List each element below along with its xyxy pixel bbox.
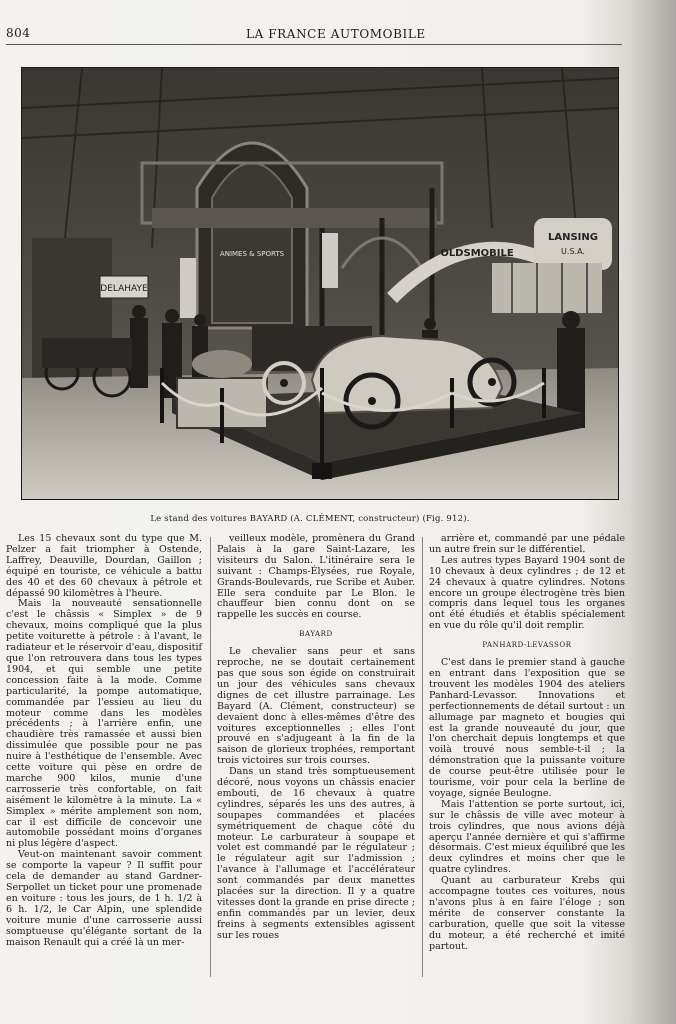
paragraph: Les 15 chevaux sont du type que M. Pelzer a fait triompher à Ostende, Laffrey, Deauville, Dourdan, Gaillon ; équipé en touriste, ce véhicule a battu des 40 et des 60 chevaux à pétrole et dépassé 90 kilomètres à l'heure. [6, 533, 202, 599]
header-rule [6, 44, 622, 45]
paragraph: Le chevalier sans peur et sans reproche, ne se doutait certainement pas que sous son égide on construirait un jour des véhicules sans chevaux dignes de cet illustre parrainage. Les Bayard (A. Clément, constructeur) se devaient donc à elles-mêmes d'être des voitures exceptionnelles ; elles l'ont prouvé en s'adjugeant à la fin de la saison de glorieux trophées, remportant trois victoires sur trois courses. [217, 646, 415, 767]
text-column-3 [429, 534, 625, 953]
paragraph: Veut-on maintenant savoir comment se comporte la vapeur ? Il suffit pour cela de demander au stand Gardner-Serpollet un ticket pour une promenade en voiture : tous les jours, de 1 h. 1/2 à 6 h. 1/2, le Car Alpin, une splendide voiture munie d'une carrosserie aussi somptueuse qu'élégante sortant de la maison Renault qui a créé là un mer- [6, 849, 202, 948]
figure-caption: Le stand des voitures BAYARD (A. CLÉMENT, constructeur) (Fig. 912). [150, 514, 470, 524]
text-column-1 [6, 534, 202, 948]
paragraph: veilleux modèle, promènera du Grand Palais à la gare Saint-Lazare, les visiteurs du Salon. L'itinéraire sera le suivant : Champs-Élysées, rue Royale, Grands-Boulevards, rue Scribe et Auber. Elle sera conduite par Le Blon. le chauffeur bien connu dont on se rappelle les succès en course. [217, 533, 415, 621]
column-rule [210, 537, 211, 977]
column-rule [422, 537, 423, 977]
lansing-sign: LANSING [548, 232, 598, 243]
paragraph: Les autres types Bayard 1904 sont de 10 chevaux à deux cylindres ; de 12 et 24 chevaux à quatre cylindres. Notons encore un groupe électrogène très bien compris dans lequel tous les organes ont été étudiés et établis spécialement en vue du rôle qu'il doit remplir. [429, 554, 625, 632]
oldsmobile-sign: OLDSMOBILE [440, 248, 514, 259]
usa-sign: U.S.A. [561, 247, 585, 256]
paragraph: arrière et, commandé par une pédale un autre frein sur le différentiel. [429, 533, 625, 555]
paragraph: Mais l'attention se porte surtout, ici, sur le châssis de ville avec moteur à trois cylindres, que nous avions déjà aperçu l'année dernière et qui s'affirme désormais. C'est mieux équilibré que les deux cylindres et moins cher que le quatre cylindres. [429, 798, 625, 876]
paragraph: Dans un stand très somptueusement décoré, nous voyons un châssis enacier embouti, de 16 chevaux à quatre cylindres, séparés les uns des autres, à soupapes commandées et placées symétriquement de chaque côté du moteur. Le carburateur à soupape et volet est commandé par le régulateur ; le régulateur agit sur l'admission ; l'avance à l'allumage et l'accélérateur sont commandés par deux manettes placées sur la direction. Il y a quatre vitesses dont la grande en prise directe ; enfin commandés par un levier, deux freins à segments extensibles agissent sur les roues [217, 766, 415, 941]
paragraph: Mais la nouveauté sensationnelle c'est le châssis « Simplex » de 9 chevaux, moins compliqué que la plus petite voiturette à pétrole : à l'avant, le radiateur et le réservoir d'eau, dispositif que l'on retrouvera dans tous les types 1904, et qui semble une petite concession faite à la mode. Comme particularité, la pompe automatique, commandée par l'essieu au lieu du moteur comme dans les modèles précédents ; à l'arrière enfin, une chaudière très ramassée et aussi bien dissimulée que possible pour ne pas nuire à l'esthétique de l'ensemble. Avec cette voiture qui pèse en ordre de marche 900 kilos, munie d'une carrosserie très confortable, on fait aisément le kilomètre à la minute. La « Simplex » mérite amplement son nom, car il est difficile de concevoir une automobile possédant moins d'organes ni plus légère d'aspect. [6, 598, 202, 850]
paragraph: C'est dans le premier stand à gauche en entrant dans l'exposition que se trouvent les modèles 1904 des ateliers Panhard-Levassor. Innovations et perfectionnements de détail surtout : un allumage par magneto et bougies qui est la grande nouveauté du jour, que l'on cherchait depuis longtemps et que voilà trouvé nous semble-t-il ; la démonstration que la puissante voiture de course peut-être utilisée pour le tourisme, voir pour cela la berline de voyage, signée Beulogne. [429, 657, 625, 799]
page-number: 804 [6, 26, 31, 40]
stand-photograph [21, 67, 619, 500]
section-heading-panhard: PANHARD-LEVASSOR [482, 641, 572, 650]
section-heading-bayard: BAYARD [299, 630, 333, 639]
sports-sign: ANIMES & SPORTS [219, 250, 285, 258]
text-column-2 [217, 534, 415, 942]
journal-title: LA FRANCE AUTOMOBILE [246, 27, 426, 41]
delahaye-sign: DELAHAYE [100, 284, 148, 294]
paragraph: Quant au carburateur Krebs qui accompagne toutes ces voitures, nous n'avons plus à en faire l'éloge ; son mérite de conserver constante la carburation, quelle que soit la vitesse du moteur, a été recherché et imité partout. [429, 875, 625, 952]
